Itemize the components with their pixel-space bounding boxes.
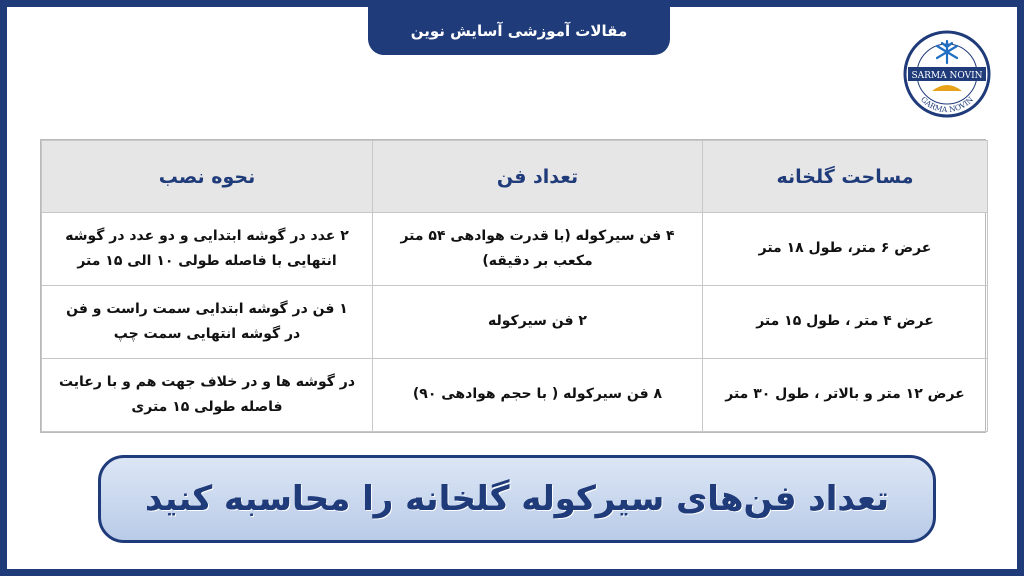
cell-installation: ۲ عدد در گوشه ابتدایی و دو عدد در گوشه انتهایی با فاصله طولی ۱۰ الی ۱۵ متر bbox=[42, 213, 373, 286]
cell-fan-count: ۴ فن سیرکوله (با قدرت هوادهی ۵۴ متر مکعب بر دقیقه) bbox=[373, 213, 703, 286]
cell-fan-count: ۲ فن سیرکوله bbox=[373, 286, 703, 359]
header-greenhouse-area: مساحت گلخانه bbox=[703, 141, 988, 213]
article-category-label: مقالات آموزشی آسایش نوین bbox=[410, 22, 628, 40]
table-row bbox=[42, 286, 988, 359]
company-logo bbox=[902, 29, 992, 119]
header-fan-count: تعداد فن bbox=[373, 141, 703, 213]
cell-area: عرض ۴ متر ، طول ۱۵ متر bbox=[703, 286, 988, 359]
table-row bbox=[42, 359, 988, 432]
title-banner bbox=[98, 455, 936, 543]
cell-area: عرض ۶ متر، طول ۱۸ متر bbox=[703, 213, 988, 286]
article-category-tab bbox=[368, 7, 670, 55]
banner-title: تعداد فن‌های سیرکوله گلخانه را محاسبه کنید bbox=[145, 479, 889, 519]
logo-bottom-text: GARMA NOVIN bbox=[918, 94, 976, 115]
cell-installation: در گوشه ها و در خلاف جهت هم و با رعایت فاصله طولی ۱۵ متری bbox=[42, 359, 373, 432]
table-row bbox=[42, 213, 988, 286]
page-frame bbox=[7, 7, 1017, 569]
table-header-row bbox=[42, 141, 988, 213]
header-installation-method: نحوه نصب bbox=[42, 141, 373, 213]
fan-calculation-table bbox=[40, 139, 986, 433]
cell-area: عرض ۱۲ متر و بالاتر ، طول ۳۰ متر bbox=[703, 359, 988, 432]
logo-top-text: SARMA NOVIN bbox=[911, 71, 983, 81]
cell-fan-count: ۸ فن سیرکوله ( با حجم هوادهی ۹۰) bbox=[373, 359, 703, 432]
cell-installation: ۱ فن در گوشه ابتدایی سمت راست و فن در گوشه انتهایی سمت چپ bbox=[42, 286, 373, 359]
